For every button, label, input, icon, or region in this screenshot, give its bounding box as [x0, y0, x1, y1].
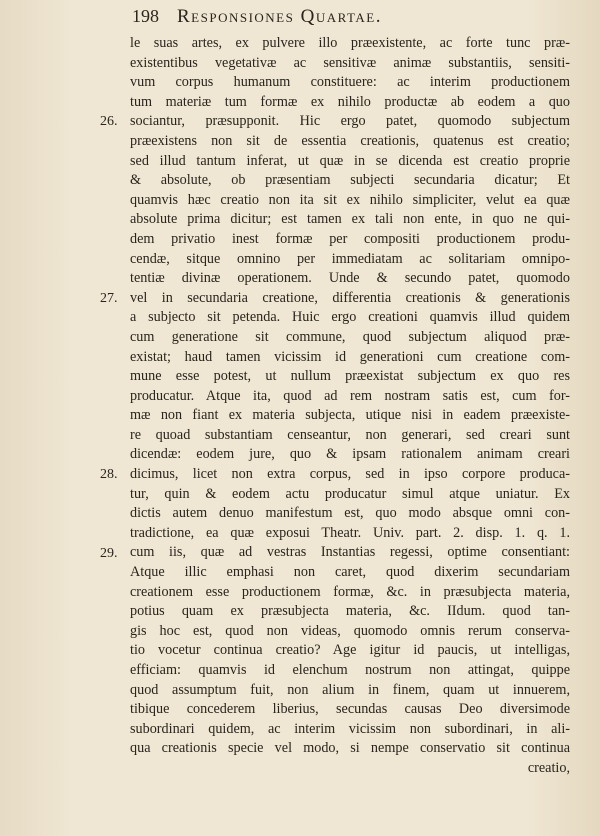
- text-line: absolute prima dicitur; est tamen ex tali non ente, in quo ne qui-: [130, 211, 570, 228]
- text-line: dictis autem denuo manifestum est, quo modo absque omni con-: [130, 505, 570, 522]
- text-line: tio vocetur continua creatio? Age igitur id paucis, ut intelligas,: [130, 642, 570, 659]
- text-line: dem privatio inest formæ per compositi productionem produ-: [130, 230, 570, 247]
- text-line: subordinari quidem, ac interim vicissim non subordinari, in ali-: [130, 720, 570, 737]
- text-line: quod assumptum fuit, non alium in finem, quam ut innuerem,: [130, 681, 570, 698]
- text-line: Atque illic emphasi non caret, quod dixerim secundariam: [130, 564, 570, 581]
- text-line: sed illud tantum inferat, ut quæ in se dicenda est creatio proprie: [130, 152, 570, 169]
- text-line: & absolute, ob præsentiam subjecti secundaria dicatur; Et: [130, 172, 570, 189]
- text-line: existentibus vegetativæ ac sensitivæ animæ substantiis, sensiti-: [130, 54, 570, 71]
- text-line: qua creationis specie vel modo, si nempe conservatio sit continua: [130, 740, 570, 757]
- text-line: dicimus, licet non extra corpus, sed in ipso corpore produca-: [130, 466, 570, 483]
- text-line: creationem esse productionem formæ, &c. in præsubjecta materia,: [130, 583, 570, 600]
- text-line: sociantur, præsupponit. Hic ergo patet, quomodo subjectum: [130, 113, 570, 130]
- text-line: dicendæ: eodem jure, quo & ipsam rationalem animam creari: [130, 446, 570, 463]
- margin-section-number: 29.: [100, 545, 118, 561]
- text-line: le suas artes, ex pulvere illo præexistente, ac forte tunc præ-: [130, 35, 570, 51]
- text-line: creatio,: [527, 759, 570, 776]
- text-line: præexistens non sit de essentia creationis, quatenus est creatio;: [130, 132, 570, 149]
- text-line: gis hoc est, quod non videas, quomodo omnis rerum conserva-: [130, 622, 570, 639]
- text-line: cum generatione sit commune, quod subjectum aliquod præ-: [130, 328, 570, 345]
- margin-section-number: 26.: [100, 114, 118, 130]
- text-line: mune esse potest, ut nullum præexistat subjectum ex quo res: [130, 368, 570, 385]
- text-line: tur, quin & eodem actu producatur simul atque uniatur. Ex: [130, 485, 570, 502]
- body-text: [130, 34, 570, 779]
- running-head: Responsiones Quartae.: [177, 6, 382, 27]
- text-line: potius quam ex præsubjecta materia, &c. IIdum. quod tan-: [130, 603, 570, 620]
- text-line: tentiæ divinæ operationem. Unde & secundo patet, quomodo: [130, 270, 570, 287]
- text-line: a subjecto sit petenda. Huic ergo creationi quamvis illud quidem: [130, 309, 570, 326]
- text-line: tradictione, ea quæ exposui Theatr. Univ. part. 2. disp. 1. q. 1.: [130, 524, 570, 541]
- page-header: [132, 6, 572, 30]
- text-line: mæ non fiant ex materia subjecta, utique nisi in eadem præexiste-: [130, 407, 570, 424]
- text-line: cum iis, quæ ad vestras Instantias regessi, optime consentiant:: [130, 544, 570, 561]
- text-line: cendæ, sitque omnino per immediatam ac solitariam omnipo-: [130, 250, 570, 267]
- text-line: producatur. Atque ita, quod ad rem nostram satis est, cum for-: [130, 387, 570, 404]
- text-line: existat; haud tamen vicissim id generationi cum creatione com-: [130, 348, 570, 365]
- text-line: efficiam: quamvis id elenchum nostrum non attingat, quippe: [130, 662, 570, 678]
- page-number: 198: [132, 6, 159, 26]
- margin-section-number: 28.: [100, 467, 118, 483]
- text-line: tum materiæ tum formæ ex nihilo productæ ab eodem a quo: [130, 93, 570, 110]
- text-line: re quoad substantiam censeantur, non generari, sed creari sunt: [130, 426, 570, 443]
- text-line: vel in secundaria creatione, differentia creationis & generationis: [130, 289, 570, 306]
- text-line: quamvis hæc creatio non ita sit ex nihilo simpliciter, velut ea quæ: [130, 191, 570, 208]
- text-line: vum corpus humanum constituere: ac interim productionem: [130, 74, 570, 91]
- margin-section-number: 27.: [100, 290, 118, 306]
- text-line: tibique concederem liberius, secundas causas Deo diversimode: [130, 701, 570, 718]
